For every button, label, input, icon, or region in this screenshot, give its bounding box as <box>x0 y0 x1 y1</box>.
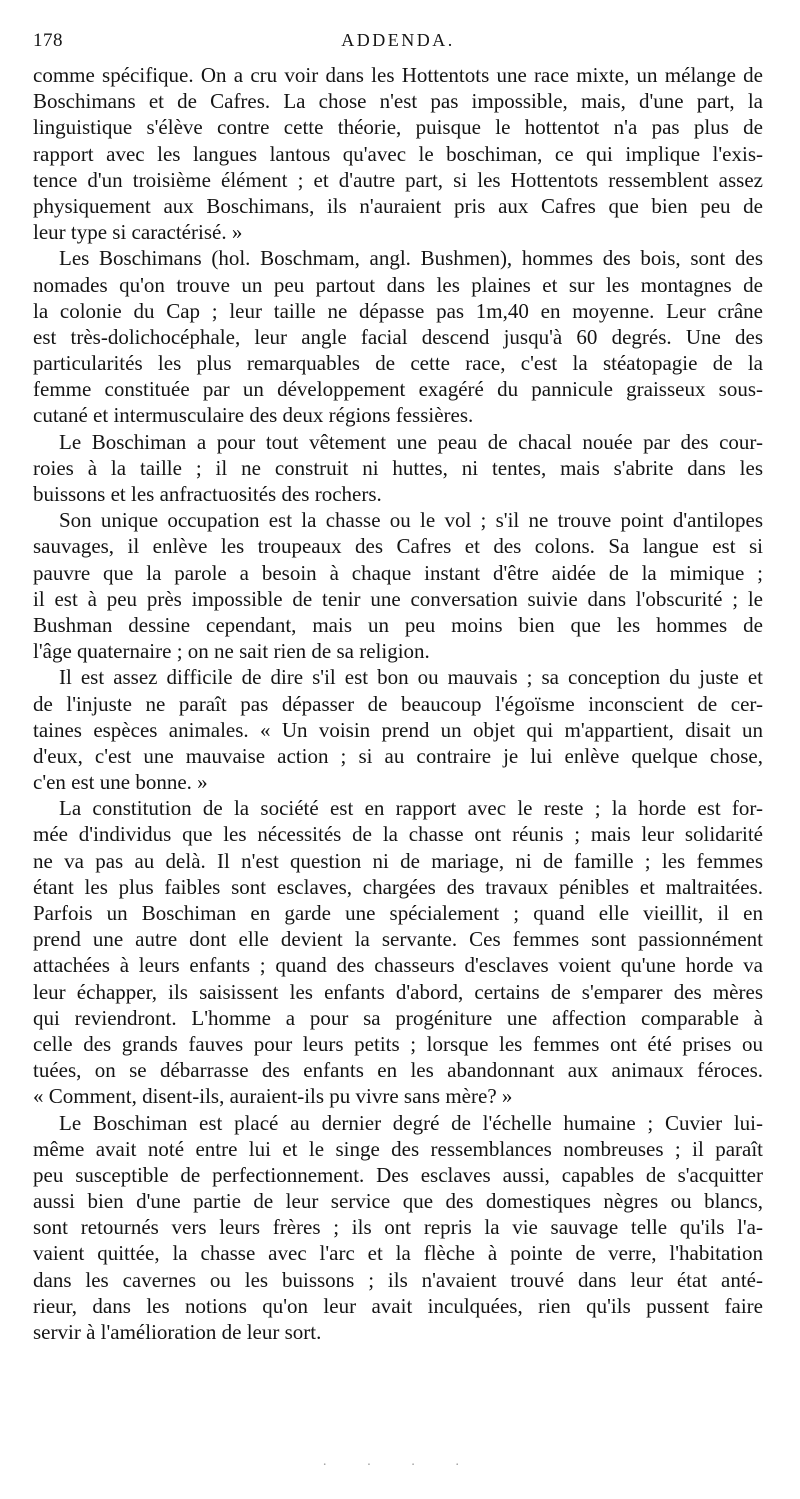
text-line: il est à peu près impossible de tenir une conversation suivie dans l'obscurité ; le <box>33 586 763 611</box>
text-line: buissons et les anfractuosités des rochers. <box>33 482 382 506</box>
text-line: femme constituée par un développement exagéré du pannicule graisseux sous- <box>33 377 763 402</box>
text-line: tence d'un troisième élément ; et d'autre part, si les Hottentots ressemblent assez <box>33 167 763 192</box>
text-line: pauvre que la parole a besoin à chaque instant d'être aidée de la mimique ; <box>33 560 763 585</box>
text-line: Parfois un Boschiman en garde une spécialement ; quand elle vieillit, il en <box>33 901 763 925</box>
text-line: Les Boschimans (hol. Boschmam, angl. Bushmen), hommes des bois, sont des <box>59 246 763 271</box>
text-line: dans les cavernes ou les buissons ; ils n'avaient trouvé dans leur état anté- <box>33 1267 763 1292</box>
text-line: aussi bien d'une partie de leur service que des domestiques nègres ou blancs, <box>33 1189 763 1214</box>
text-line: qui reviendront. L'homme a pour sa progéniture une affection comparable à <box>33 1005 763 1030</box>
text-line: Bushman dessine cependant, mais un peu moins bien que les hommes de <box>33 612 763 637</box>
text-line: leur type si caractérisé. » <box>33 220 243 245</box>
page-bottom-specks: · · · · <box>322 1458 478 1473</box>
text-line: roies à la taille ; il ne construit ni huttes, ni tentes, mais s'abrite dans les <box>33 455 763 480</box>
text-line: est très-dolichocéphale, leur angle facial descend jusqu'à 60 degrés. Une des <box>33 324 763 349</box>
text-line: La constitution de la société est en rapport avec le reste ; la horde est for- <box>59 796 763 821</box>
text-line: servir à l'amélioration de leur sort. <box>33 1320 322 1344</box>
text-line: nomades qu'on trouve un peu partout dans les plaines et sur les montagnes de <box>33 272 763 297</box>
text-line: l'âge quaternaire ; on ne sait rien de sa religion. <box>33 639 430 664</box>
text-line: rapport avec les langues lantous qu'avec le boschiman, ce qui implique l'exis- <box>33 141 763 166</box>
text-line: Le Boschiman a pour tout vêtement une peau de chacal nouée par des cour- <box>59 429 763 454</box>
text-line: sont retournés vers leurs frères ; ils ont repris la vie sauvage telle qu'ils l'a- <box>33 1215 763 1240</box>
text-line: « Comment, disent-ils, auraient-ils pu vivre sans mère? » <box>33 1084 513 1109</box>
text-line: Son unique occupation est la chasse ou le vol ; s'il ne trouve point d'antilopes <box>59 508 763 533</box>
text-line: tuées, on se débarrasse des enfants en les abandonnant aux animaux féroces. <box>33 1058 763 1083</box>
text-line: leur échapper, ils saisissent les enfants d'abord, certains de s'emparer des mères <box>33 979 763 1004</box>
text-line: Il est assez difficile de dire s'il est bon ou mauvais ; sa conception du juste et <box>59 665 763 690</box>
text-line: linguistique s'élève contre cette théorie, puisque le hottentot n'a pas plus de <box>33 115 763 140</box>
text-line: Boschimans et de Cafres. La chose n'est pas impossible, mais, d'une part, la <box>33 89 763 114</box>
text-line: comme spécifique. On a cru voir dans les Hottentots une race mixte, un mélange de <box>33 63 763 87</box>
text-line: la colonie du Cap ; leur taille ne dépasse pas 1m,40 en moyenne. Leur crâne <box>33 298 763 323</box>
text-line: particularités les plus remarquables de cette race, c'est la stéatopagie de la <box>33 351 763 376</box>
text-line: vaient quittée, la chasse avec l'arc et la flèche à pointe de verre, l'habitation <box>33 1241 763 1266</box>
body-text <box>33 62 763 1345</box>
text-line: attachées à leurs enfants ; quand des chasseurs d'esclaves voient qu'une horde va <box>33 953 763 978</box>
text-line: prend une autre dont elle devient la servante. Ces femmes sont passionnément <box>33 927 763 952</box>
text-line: étant les plus faibles sont esclaves, chargées des travaux pénibles et maltraitées. <box>33 874 763 899</box>
text-line: ne va pas au delà. Il n'est question ni de mariage, ni de famille ; les femmes <box>33 848 763 873</box>
running-head: ADDENDA. <box>341 30 455 50</box>
text-line: celle des grands fauves pour leurs petits ; lorsque les femmes ont été prises ou <box>33 1031 763 1056</box>
text-line: cutané et intermusculaire des deux régions fessières. <box>33 403 474 428</box>
text-line: rieur, dans les notions qu'on leur avait inculquées, rien qu'ils pussent faire <box>33 1293 763 1318</box>
page-number: 178 <box>33 30 63 51</box>
text-line: c'en est une bonne. » <box>33 770 208 795</box>
text-line: physiquement aux Boschimans, ils n'auraient pris aux Cafres que bien peu de <box>33 193 763 218</box>
text-line: sauvages, il enlève les troupeaux des Cafres et des colons. Sa langue est si <box>33 534 763 559</box>
text-line: même avait noté entre lui et le singe des ressemblances nombreuses ; il paraît <box>33 1136 763 1161</box>
text-line: mée d'individus que les nécessités de la chasse ont réunis ; mais leur solidarité <box>33 822 763 847</box>
page-header <box>33 30 763 58</box>
text-line: Le Boschiman est placé au dernier degré de l'échelle humaine ; Cuvier lui- <box>59 1110 763 1135</box>
text-line: d'eux, c'est une mauvaise action ; si au contraire je lui enlève quelque chose, <box>33 743 763 768</box>
text-line: peu susceptible de perfectionnement. Des esclaves aussi, capables de s'acquitter <box>33 1162 763 1187</box>
text-line: taines espèces animales. « Un voisin prend un objet qui m'appartient, disait un <box>33 717 763 742</box>
text-line: de l'injuste ne paraît pas dépasser de beaucoup l'égoïsme inconscient de cer- <box>33 691 763 716</box>
